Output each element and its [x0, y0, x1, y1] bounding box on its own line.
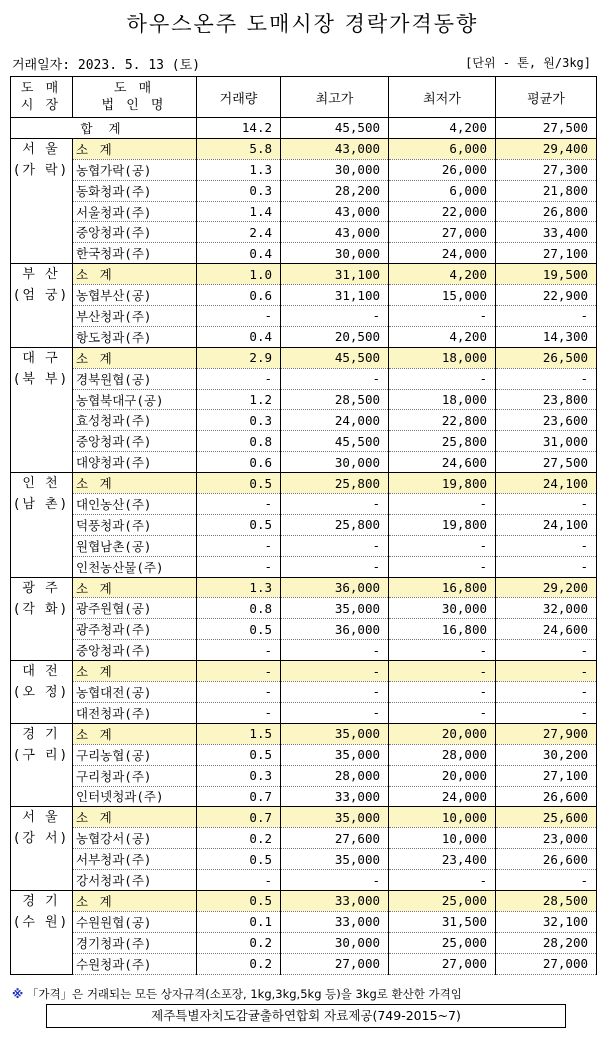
cell-volume: 0.8 [197, 431, 281, 452]
table-row [11, 514, 597, 535]
cell-volume: 0.7 [197, 807, 281, 828]
entity-name: 동화청과(주) [73, 180, 197, 201]
cell-avg: 22,900 [496, 285, 597, 306]
cell-volume: 0.3 [197, 410, 281, 431]
header-min: 최저가 [389, 77, 496, 118]
header-volume: 거래량 [197, 77, 281, 118]
entity-name: 부산청과(주) [73, 306, 197, 327]
cell-min: 24,000 [389, 786, 496, 807]
cell-avg: 32,100 [496, 911, 597, 932]
cell-min: 24,000 [389, 243, 496, 264]
cell-min: - [389, 640, 496, 661]
table-row [11, 243, 597, 264]
table-row [11, 640, 597, 661]
cell-min: 6,000 [389, 180, 496, 201]
cell-volume: - [197, 494, 281, 515]
entity-name: 소 계 [73, 661, 197, 682]
cell-avg: 24,100 [496, 473, 597, 494]
table-row [11, 702, 597, 723]
cell-max: 28,000 [281, 765, 389, 786]
cell-avg: 31,000 [496, 431, 597, 452]
cell-avg: 32,000 [496, 598, 597, 619]
cell-volume: 0.5 [197, 473, 281, 494]
market-cell [11, 890, 73, 974]
cell-volume: 5.8 [197, 138, 281, 159]
cell-max: 25,800 [281, 514, 389, 535]
cell-avg: - [496, 702, 597, 723]
header-avg: 평균가 [496, 77, 597, 118]
table-row [11, 326, 597, 347]
cell-max: 30,000 [281, 243, 389, 264]
cell-volume: 1.2 [197, 389, 281, 410]
entity-name: 인천농산물(주) [73, 556, 197, 577]
cell-max: 30,000 [281, 452, 389, 473]
entity-name: 서울청과(주) [73, 201, 197, 222]
cell-min: 22,000 [389, 201, 496, 222]
entity-name: 소 계 [73, 264, 197, 285]
header-entity-line2: 법 인 명 [101, 98, 168, 113]
footnote-text: 「가격」은 거래되는 모든 상자규격(소포장, 1kg,3kg,5kg 등)을 3kg로 환산한 가격임 [26, 987, 462, 1001]
cell-max: 33,000 [281, 890, 389, 911]
cell-min: 31,500 [389, 911, 496, 932]
entity-name: 농협강서(공) [73, 828, 197, 849]
entity-name: 소 계 [73, 138, 197, 159]
cell-volume: - [197, 661, 281, 682]
cell-avg: 30,200 [496, 744, 597, 765]
entity-name: 구리농협(공) [73, 744, 197, 765]
cell-avg: - [496, 368, 597, 389]
table-row [11, 744, 597, 765]
cell-volume: - [197, 535, 281, 556]
table-row [11, 556, 597, 577]
cell-max: 35,000 [281, 744, 389, 765]
entity-name: 소 계 [73, 890, 197, 911]
cell-min: 28,000 [389, 744, 496, 765]
total-row [11, 118, 597, 139]
cell-max: 28,500 [281, 389, 389, 410]
trade-date: 거래일자: 2023. 5. 13 (토) [12, 58, 201, 73]
cell-max: - [281, 870, 389, 891]
cell-avg: 24,600 [496, 619, 597, 640]
cell-max: 36,000 [281, 577, 389, 598]
table-row [11, 953, 597, 974]
cell-avg: 29,200 [496, 577, 597, 598]
cell-avg: - [496, 640, 597, 661]
cell-avg: 26,800 [496, 201, 597, 222]
entity-name: 항도청과(주) [73, 326, 197, 347]
table-row [11, 598, 597, 619]
subtotal-row [11, 723, 597, 744]
entity-name: 소 계 [73, 347, 197, 368]
cell-max: 35,000 [281, 849, 389, 870]
market-cell [11, 577, 73, 661]
table-row [11, 828, 597, 849]
entity-name: 서부청과(주) [73, 849, 197, 870]
market-cell [11, 264, 73, 348]
price-table [10, 76, 597, 975]
cell-min: - [389, 306, 496, 327]
entity-name: 소 계 [73, 577, 197, 598]
cell-avg: - [496, 661, 597, 682]
cell-min: 27,000 [389, 953, 496, 974]
cell-min: 4,200 [389, 264, 496, 285]
entity-name: 인터넷청과(주) [73, 786, 197, 807]
cell-min: 15,000 [389, 285, 496, 306]
table-row [11, 494, 597, 515]
market-label: 대 전 [22, 664, 61, 680]
subtotal-row [11, 807, 597, 828]
cell-avg: 26,500 [496, 347, 597, 368]
cell-min: 18,000 [389, 389, 496, 410]
cell-min: 30,000 [389, 598, 496, 619]
market-label: (가 락) [14, 162, 69, 178]
cell-max: - [281, 682, 389, 703]
cell-max: - [281, 702, 389, 723]
cell-volume: 0.2 [197, 953, 281, 974]
cell-min: - [389, 682, 496, 703]
subtotal-row [11, 890, 597, 911]
entity-name: 수원청과(주) [73, 953, 197, 974]
cell-volume: 2.9 [197, 347, 281, 368]
cell-min: - [389, 556, 496, 577]
cell-max: 43,000 [281, 138, 389, 159]
cell-avg: 26,600 [496, 786, 597, 807]
cell-max: 36,000 [281, 619, 389, 640]
cell-avg: 27,100 [496, 243, 597, 264]
cell-min: 20,000 [389, 723, 496, 744]
entity-name: 강서청과(주) [73, 870, 197, 891]
cell-min: 10,000 [389, 807, 496, 828]
cell-volume: 1.4 [197, 201, 281, 222]
market-label: 대 구 [22, 350, 61, 366]
table-row [11, 786, 597, 807]
table-row [11, 389, 597, 410]
market-label: 서 울 [22, 141, 61, 157]
market-cell [11, 473, 73, 577]
entity-name: 농협부산(공) [73, 285, 197, 306]
cell-min: - [389, 661, 496, 682]
cell-min: - [389, 535, 496, 556]
cell-max: 43,000 [281, 222, 389, 243]
cell-min: 18,000 [389, 347, 496, 368]
entity-name: 원협남촌(공) [73, 535, 197, 556]
entity-name: 광주청과(주) [73, 619, 197, 640]
cell-max: - [281, 494, 389, 515]
entity-name: 소 계 [73, 807, 197, 828]
subtotal-row [11, 577, 597, 598]
total-avg: 27,500 [496, 118, 597, 139]
cell-min: 23,400 [389, 849, 496, 870]
table-row [11, 452, 597, 473]
cell-min: 24,600 [389, 452, 496, 473]
cell-min: 27,000 [389, 222, 496, 243]
cell-volume: 0.3 [197, 765, 281, 786]
market-label: (각 화) [14, 601, 69, 617]
cell-volume: 0.5 [197, 744, 281, 765]
table-row [11, 682, 597, 703]
cell-volume: 0.2 [197, 828, 281, 849]
market-cell [11, 138, 73, 263]
entity-name: 소 계 [73, 473, 197, 494]
cell-avg: 26,600 [496, 849, 597, 870]
cell-volume: 0.4 [197, 326, 281, 347]
market-label: (남 촌) [14, 497, 69, 513]
market-label: 서 울 [22, 810, 61, 826]
cell-max: 33,000 [281, 786, 389, 807]
table-row [11, 368, 597, 389]
entity-name: 중앙청과(주) [73, 640, 197, 661]
market-cell [11, 723, 73, 807]
table-row [11, 535, 597, 556]
table-row [11, 306, 597, 327]
entity-name: 구리청과(주) [73, 765, 197, 786]
market-cell [11, 807, 73, 891]
cell-max: - [281, 556, 389, 577]
cell-max: 45,500 [281, 431, 389, 452]
cell-volume: - [197, 640, 281, 661]
cell-min: 16,800 [389, 577, 496, 598]
footnote [12, 986, 462, 1002]
header-market-line1: 도 매 [20, 81, 63, 96]
market-label: (엄 궁) [14, 288, 69, 304]
table-row [11, 619, 597, 640]
cell-avg: 27,900 [496, 723, 597, 744]
cell-volume: - [197, 870, 281, 891]
entity-name: 효성청과(주) [73, 410, 197, 431]
cell-avg: 14,300 [496, 326, 597, 347]
cell-max: - [281, 661, 389, 682]
table-row [11, 410, 597, 431]
subtotal-row [11, 347, 597, 368]
subtotal-row [11, 661, 597, 682]
cell-avg: 23,600 [496, 410, 597, 431]
market-label: 인 천 [22, 476, 61, 492]
entity-name: 대인농산(주) [73, 494, 197, 515]
cell-min: 22,800 [389, 410, 496, 431]
cell-max: - [281, 306, 389, 327]
entity-name: 수원원협(공) [73, 911, 197, 932]
cell-avg: 28,500 [496, 890, 597, 911]
header-entity-line1: 도 매 [113, 81, 156, 96]
market-label: (오 정) [14, 685, 69, 701]
cell-max: 31,100 [281, 285, 389, 306]
table-row [11, 180, 597, 201]
cell-avg: 24,100 [496, 514, 597, 535]
cell-max: 45,500 [281, 347, 389, 368]
header-entity [73, 77, 197, 118]
cell-max: 35,000 [281, 807, 389, 828]
cell-max: 30,000 [281, 159, 389, 180]
subtotal-row [11, 138, 597, 159]
market-label: 광 주 [22, 580, 61, 596]
cell-volume: - [197, 368, 281, 389]
cell-volume: 0.6 [197, 452, 281, 473]
market-label: (수 원) [14, 914, 69, 930]
entity-name: 농협대전(공) [73, 682, 197, 703]
cell-avg: 21,800 [496, 180, 597, 201]
unit-label: [단위 - 톤, 원/3kg] [465, 56, 591, 70]
entity-name: 덕풍청과(주) [73, 514, 197, 535]
cell-min: 25,800 [389, 431, 496, 452]
cell-volume: 0.5 [197, 619, 281, 640]
cell-volume: 0.5 [197, 890, 281, 911]
cell-avg: - [496, 682, 597, 703]
cell-max: - [281, 368, 389, 389]
cell-max: 33,000 [281, 911, 389, 932]
market-cell [11, 661, 73, 724]
table-row [11, 911, 597, 932]
cell-volume: 0.8 [197, 598, 281, 619]
entity-name: 대양청과(주) [73, 452, 197, 473]
cell-max: 35,000 [281, 723, 389, 744]
market-label: (강 서) [14, 831, 69, 847]
cell-volume: 0.3 [197, 180, 281, 201]
total-max: 45,500 [281, 118, 389, 139]
total-min: 4,200 [389, 118, 496, 139]
cell-max: 20,500 [281, 326, 389, 347]
cell-avg: 23,800 [496, 389, 597, 410]
cell-min: - [389, 494, 496, 515]
entity-name: 경북원협(공) [73, 368, 197, 389]
market-label: (구 리) [14, 747, 69, 763]
market-label: 부 산 [22, 267, 61, 283]
cell-min: 25,000 [389, 890, 496, 911]
total-volume: 14.2 [197, 118, 281, 139]
cell-volume: 0.5 [197, 514, 281, 535]
table-row [11, 431, 597, 452]
cell-max: 27,600 [281, 828, 389, 849]
cell-volume: - [197, 702, 281, 723]
table-row [11, 285, 597, 306]
entity-name: 농협가락(공) [73, 159, 197, 180]
cell-volume: - [197, 306, 281, 327]
cell-max: 24,000 [281, 410, 389, 431]
cell-max: 35,000 [281, 598, 389, 619]
table-row [11, 765, 597, 786]
cell-min: - [389, 870, 496, 891]
table-row [11, 932, 597, 953]
footnote-mark: ※ [12, 987, 24, 1001]
cell-avg: 23,000 [496, 828, 597, 849]
cell-max: - [281, 640, 389, 661]
entity-name: 소 계 [73, 723, 197, 744]
cell-min: 20,000 [389, 765, 496, 786]
table-row [11, 849, 597, 870]
cell-min: 4,200 [389, 326, 496, 347]
cell-volume: 2.4 [197, 222, 281, 243]
cell-min: 6,000 [389, 138, 496, 159]
entity-name: 농협북대구(공) [73, 389, 197, 410]
market-label: (북 부) [14, 371, 69, 387]
cell-max: 30,000 [281, 932, 389, 953]
cell-volume: 0.6 [197, 285, 281, 306]
cell-volume: 0.1 [197, 911, 281, 932]
cell-min: 10,000 [389, 828, 496, 849]
cell-volume: - [197, 556, 281, 577]
header-row [11, 77, 597, 118]
cell-volume: 0.7 [197, 786, 281, 807]
cell-avg: 27,500 [496, 452, 597, 473]
cell-avg: 29,400 [496, 138, 597, 159]
entity-name: 한국청과(주) [73, 243, 197, 264]
entity-name: 중앙청과(주) [73, 222, 197, 243]
header-max: 최고가 [281, 77, 389, 118]
cell-max: 27,000 [281, 953, 389, 974]
cell-volume: 1.3 [197, 159, 281, 180]
entity-name: 광주원협(공) [73, 598, 197, 619]
market-label: 경 기 [22, 893, 61, 909]
cell-volume: 0.2 [197, 932, 281, 953]
subtotal-row [11, 264, 597, 285]
table-row [11, 870, 597, 891]
cell-volume: 0.4 [197, 243, 281, 264]
cell-avg: - [496, 306, 597, 327]
cell-max: 28,200 [281, 180, 389, 201]
cell-avg: 27,000 [496, 953, 597, 974]
cell-min: 16,800 [389, 619, 496, 640]
header-market [11, 77, 73, 118]
market-cell [11, 347, 73, 472]
cell-min: 19,800 [389, 514, 496, 535]
cell-min: 19,800 [389, 473, 496, 494]
cell-volume: 1.0 [197, 264, 281, 285]
header-market-line2: 시 장 [20, 98, 63, 113]
cell-avg: - [496, 556, 597, 577]
cell-min: - [389, 702, 496, 723]
cell-avg: 27,300 [496, 159, 597, 180]
cell-avg: - [496, 494, 597, 515]
cell-volume: 0.5 [197, 849, 281, 870]
cell-min: - [389, 368, 496, 389]
cell-min: 26,000 [389, 159, 496, 180]
total-label: 합 계 [11, 118, 197, 139]
market-label: 경 기 [22, 726, 61, 742]
cell-min: 25,000 [389, 932, 496, 953]
cell-max: - [281, 535, 389, 556]
cell-avg: 28,200 [496, 932, 597, 953]
cell-max: 31,100 [281, 264, 389, 285]
cell-avg: 27,100 [496, 765, 597, 786]
cell-avg: - [496, 535, 597, 556]
source-box: 제주특별자치도감귤출하연합회 자료제공(749-2015~7) [46, 1004, 566, 1028]
entity-name: 경기청과(주) [73, 932, 197, 953]
cell-volume: 1.3 [197, 577, 281, 598]
cell-avg: 19,500 [496, 264, 597, 285]
cell-avg: 33,400 [496, 222, 597, 243]
cell-avg: 25,600 [496, 807, 597, 828]
subtotal-row [11, 473, 597, 494]
cell-volume: 1.5 [197, 723, 281, 744]
cell-avg: - [496, 870, 597, 891]
table-row [11, 159, 597, 180]
entity-name: 중앙청과(주) [73, 431, 197, 452]
table-row [11, 222, 597, 243]
page-title: 하우스온주 도매시장 경락가격동향 [126, 12, 479, 36]
cell-volume: - [197, 682, 281, 703]
table-row [11, 201, 597, 222]
cell-max: 25,800 [281, 473, 389, 494]
entity-name: 대전청과(주) [73, 702, 197, 723]
cell-max: 43,000 [281, 201, 389, 222]
